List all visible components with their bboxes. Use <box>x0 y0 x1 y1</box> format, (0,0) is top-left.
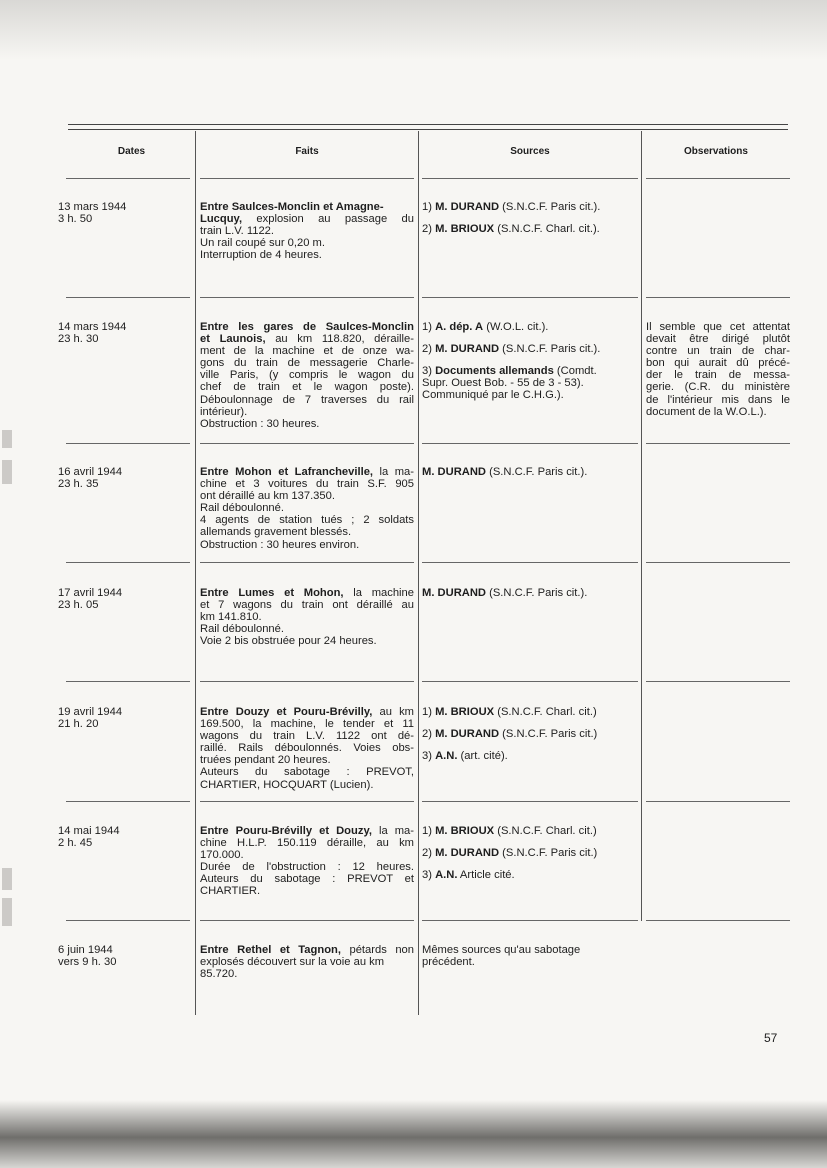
observation-line: devait être dirigé plutôt <box>646 333 790 346</box>
faits-text: ment de la machine et de onze wa- <box>200 345 414 358</box>
faits-cell <box>200 706 414 791</box>
faits-line <box>200 968 414 980</box>
faits-text: pétards non <box>340 944 414 956</box>
source-detail: (S.N.C.F. Paris cit.). <box>486 466 588 478</box>
date-cell <box>58 466 188 490</box>
table-top-rule <box>68 129 788 130</box>
observations-cell <box>646 321 790 418</box>
faits-text: la ma- <box>373 466 414 478</box>
source-name: M. DURAND <box>422 587 487 599</box>
source-item <box>422 343 644 355</box>
faits-line <box>200 706 414 718</box>
time-text: 23 h. 35 <box>58 478 99 491</box>
faits-line <box>200 213 414 225</box>
faits-cell <box>200 466 414 551</box>
faits-text: 4 agents de station tués ; 2 soldats <box>200 514 414 527</box>
faits-line <box>200 333 414 345</box>
faits-line <box>200 779 414 791</box>
column-separator <box>195 131 196 1015</box>
row-separator-rule <box>66 178 190 179</box>
row-separator-rule <box>200 801 414 802</box>
source-item <box>422 750 644 762</box>
row-separator-rule <box>422 920 638 921</box>
row-separator-rule <box>422 801 638 802</box>
faits-line <box>200 478 414 490</box>
faits-line <box>200 514 414 526</box>
faits-text: CHARTIER, HOCQUART (Lucien). <box>200 778 374 791</box>
source-detail: (W.O.L. cit.). <box>483 321 549 333</box>
faits-text: chine et 3 voitures du train S.F. 905 <box>200 478 414 491</box>
faits-line <box>200 321 414 333</box>
source-item <box>422 587 644 599</box>
faits-text: raillé. Rails déboulonnés. Voies obs- <box>200 742 414 755</box>
source-continuation: Supr. Ouest Bob. - 55 de 3 - 53). <box>422 377 584 390</box>
faits-text: Obstruction : 30 heures environ. <box>200 538 360 551</box>
source-name: M. BRIOUX <box>435 223 495 236</box>
faits-text: km 141.810. <box>200 611 262 624</box>
page-number: 57 <box>764 1031 778 1045</box>
faits-text: Obstruction : 30 heures. <box>200 417 320 430</box>
faits-line <box>200 225 414 237</box>
source-detail: (S.N.C.F. Charl. cit.) <box>494 706 597 718</box>
row-separator-rule <box>422 297 638 298</box>
faits-line <box>200 249 414 261</box>
observation-line: gerie. (C.R. du ministère <box>646 381 790 394</box>
row-separator-rule <box>646 297 790 298</box>
faits-cell <box>200 587 414 647</box>
faits-text: Voie 2 bis obstruée pour 24 heures. <box>200 635 377 648</box>
faits-line <box>200 357 414 369</box>
source-number: 2) <box>422 728 436 741</box>
date-text: 16 avril 1944 <box>58 466 123 478</box>
source-number: 3) <box>422 869 436 882</box>
faits-text: 169.500, la machine, le tender et 11 <box>200 718 414 731</box>
faits-line <box>200 944 414 956</box>
faits-text: Rail déboulonné. <box>200 623 284 636</box>
table-top-rule <box>68 124 788 125</box>
column-header-faits: Faits <box>295 146 319 157</box>
date-cell <box>58 587 188 611</box>
sources-cell <box>422 825 644 891</box>
observation-line: der le train de messa- <box>646 369 790 382</box>
column-header-sources: Sources <box>510 146 550 157</box>
faits-line <box>200 201 414 213</box>
source-number: 2) <box>422 223 436 236</box>
time-text: vers 9 h. 30 <box>58 956 117 969</box>
faits-line <box>200 466 414 478</box>
row-separator-rule <box>422 178 638 179</box>
date-cell <box>58 706 188 730</box>
faits-text: explosion au passage du <box>242 213 414 226</box>
row-separator-rule <box>200 920 414 921</box>
faits-bold: Entre Saulces-Monclin et Amagne- <box>200 201 384 213</box>
date-text: 19 avril 1944 <box>58 706 123 718</box>
faits-bold: Lucquy, <box>200 213 243 226</box>
faits-line <box>200 394 414 406</box>
row-separator-rule <box>200 681 414 682</box>
faits-text: Un rail coupé sur 0,20 m. <box>200 237 325 250</box>
faits-text: chef de train et le wagon poste). <box>200 381 414 394</box>
source-number: 3) <box>422 750 436 763</box>
sources-cell <box>422 321 644 401</box>
faits-line <box>200 861 414 873</box>
source-number: 1) <box>422 706 436 718</box>
faits-text: wagons du train L.V. 1122 ont dé- <box>200 730 414 743</box>
source-continuation: précédent. <box>422 956 475 969</box>
faits-text: au km 118.820, déraille- <box>265 333 414 346</box>
column-header-observations: Observations <box>684 146 748 157</box>
source-detail: (S.N.C.F. Charl. cit.) <box>494 825 597 837</box>
binding-mark <box>2 868 12 890</box>
source-item <box>422 223 644 235</box>
faits-line <box>200 345 414 357</box>
row-separator-rule <box>646 801 790 802</box>
source-item <box>422 321 644 333</box>
faits-bold: Entre Mohon et Lafrancheville, <box>200 466 374 478</box>
faits-text: CHARTIER. <box>200 885 261 898</box>
faits-text: la machine <box>343 587 414 599</box>
faits-bold: et Launois, <box>200 333 266 346</box>
date-text: 17 avril 1944 <box>58 587 123 599</box>
faits-line <box>200 587 414 599</box>
sources-cell <box>422 587 644 609</box>
faits-bold: Entre Pouru-Brévilly et Douzy, <box>200 825 372 837</box>
observation-line: document de la W.O.L.). <box>646 405 767 418</box>
row-separator-rule <box>646 920 790 921</box>
faits-text: ville Paris, (y compris le wagon du <box>200 369 414 382</box>
faits-cell <box>200 944 414 980</box>
row-separator-rule <box>646 443 790 444</box>
source-number: 1) <box>422 201 436 213</box>
faits-text: intérieur). <box>200 405 248 418</box>
source-detail: (Comdt. <box>553 365 597 378</box>
source-detail: Article cité. <box>457 869 515 882</box>
source-detail: (S.N.C.F. Paris cit.). <box>499 343 601 356</box>
faits-text: 170.000. <box>200 849 244 862</box>
binding-mark <box>2 430 12 448</box>
source-name: M. DURAND <box>422 466 487 478</box>
source-number: 3) <box>422 365 436 378</box>
row-separator-rule <box>66 920 190 921</box>
date-cell <box>58 944 188 968</box>
faits-text: truées pendant 20 heures. <box>200 754 331 767</box>
source-name: Documents allemands <box>435 365 554 378</box>
sources-cell <box>422 201 644 245</box>
time-text: 2 h. 45 <box>58 837 93 850</box>
source-item <box>422 466 644 478</box>
sources-cell <box>422 944 644 968</box>
faits-text: explosés découvert sur la voie au km <box>200 956 385 969</box>
faits-cell <box>200 825 414 898</box>
source-item <box>422 825 644 837</box>
faits-text: Durée de l'obstruction : 12 heures. <box>200 861 414 874</box>
source-item <box>422 706 644 718</box>
sources-cell <box>422 466 644 488</box>
faits-text: train L.V. 1122. <box>200 225 275 238</box>
observation-line: bon qui aurait dû précé- <box>646 357 790 370</box>
source-name: M. DURAND <box>435 728 500 741</box>
date-text: 14 mars 1944 <box>58 321 127 333</box>
source-number: 1) <box>422 321 436 333</box>
row-separator-rule <box>646 562 790 563</box>
row-separator-rule <box>66 297 190 298</box>
faits-text: Auteurs du sabotage : PREVOT et <box>200 873 414 886</box>
date-cell <box>58 321 188 345</box>
binding-mark <box>2 898 12 926</box>
faits-text: ont déraillé au km 137.350. <box>200 490 335 503</box>
faits-line <box>200 956 414 968</box>
faits-bold: Entre Douzy et Pouru-Brévilly, <box>200 706 373 718</box>
time-text: 23 h. 30 <box>58 333 99 346</box>
source-detail: (S.N.C.F. Paris cit.). <box>486 587 588 599</box>
faits-line <box>200 635 414 647</box>
source-detail: (S.N.C.F. Paris cit.). <box>499 201 601 213</box>
faits-bold: Entre Lumes et Mohon, <box>200 587 344 599</box>
column-separator <box>641 131 642 921</box>
row-separator-rule <box>200 562 414 563</box>
column-header-dates: Dates <box>117 146 146 157</box>
faits-text: la ma- <box>371 825 414 837</box>
row-separator-rule <box>66 443 190 444</box>
faits-text: allemands gravement blessés. <box>200 526 352 539</box>
faits-line <box>200 742 414 754</box>
faits-text: Rail déboulonné. <box>200 502 284 515</box>
source-detail: (S.N.C.F. Charl. cit.). <box>494 223 600 236</box>
faits-bold: Entre les gares de Saulces-Monclin <box>200 321 414 333</box>
source-item <box>422 869 644 881</box>
date-text: 13 mars 1944 <box>58 201 127 213</box>
source-item <box>422 944 644 956</box>
row-separator-rule <box>422 681 638 682</box>
faits-text: au km <box>372 706 414 718</box>
row-separator-rule <box>200 178 414 179</box>
column-separator <box>418 131 419 1015</box>
date-text: 14 mai 1944 <box>58 825 120 837</box>
row-separator-rule <box>422 443 638 444</box>
date-text: 6 juin 1944 <box>58 944 113 956</box>
faits-cell <box>200 201 414 261</box>
row-separator-rule <box>646 178 790 179</box>
date-cell <box>58 201 188 225</box>
source-detail: Mêmes sources qu'au sabotage <box>422 944 581 956</box>
source-name: M. DURAND <box>435 201 500 213</box>
faits-line <box>200 754 414 766</box>
faits-text: et 7 wagons du train ont déraillé au <box>200 599 414 612</box>
faits-bold: Entre Rethel et Tagnon, <box>200 944 341 956</box>
faits-line <box>200 526 414 538</box>
faits-cell <box>200 321 414 430</box>
source-detail: (art. cité). <box>457 750 508 763</box>
row-separator-rule <box>200 443 414 444</box>
source-number: 2) <box>422 847 436 860</box>
source-name: M. DURAND <box>435 847 500 860</box>
time-text: 23 h. 05 <box>58 599 99 612</box>
faits-line <box>200 837 414 849</box>
faits-line <box>200 490 414 502</box>
faits-line <box>200 766 414 778</box>
source-item <box>422 728 644 740</box>
row-separator-rule <box>66 562 190 563</box>
faits-line <box>200 381 414 393</box>
binding-mark <box>2 460 12 484</box>
faits-text: Interruption de 4 heures. <box>200 249 322 262</box>
faits-line <box>200 237 414 249</box>
faits-text: gons du train de messagerie Charle- <box>200 357 414 370</box>
source-name: A.N. <box>435 869 458 882</box>
source-name: M. BRIOUX <box>435 706 495 718</box>
faits-line <box>200 873 414 885</box>
faits-line <box>200 730 414 742</box>
observation-line: contre un train de char- <box>646 345 790 358</box>
source-number: 2) <box>422 343 436 356</box>
sources-cell <box>422 706 644 772</box>
faits-line <box>200 849 414 861</box>
faits-line <box>200 599 414 611</box>
row-separator-rule <box>200 297 414 298</box>
source-name: A.N. <box>435 750 458 763</box>
faits-text: Déboulonnage de 7 traverses du rail <box>200 393 414 406</box>
faits-line <box>200 539 414 551</box>
faits-line <box>200 885 414 897</box>
source-item <box>422 201 644 213</box>
time-text: 3 h. 50 <box>58 213 93 226</box>
faits-line <box>200 623 414 635</box>
scan-shadow-top <box>0 0 827 60</box>
faits-line <box>200 418 414 430</box>
row-separator-rule <box>646 681 790 682</box>
time-text: 21 h. 20 <box>58 718 99 731</box>
source-detail: (S.N.C.F. Paris cit.) <box>499 728 598 741</box>
source-item <box>422 365 644 377</box>
row-separator-rule <box>422 562 638 563</box>
observation-line: Il semble que cet attentat <box>646 321 790 333</box>
row-separator-rule <box>66 801 190 802</box>
source-name: A. dép. A <box>435 321 484 333</box>
source-detail: (S.N.C.F. Paris cit.) <box>499 847 598 860</box>
faits-line <box>200 718 414 730</box>
source-item <box>422 847 644 859</box>
faits-line <box>200 825 414 837</box>
source-name: M. DURAND <box>435 343 500 356</box>
faits-line <box>200 406 414 418</box>
faits-line <box>200 502 414 514</box>
faits-text: Auteurs du sabotage : PREVOT, <box>200 766 414 779</box>
faits-text: 85.720. <box>200 968 238 981</box>
source-name: M. BRIOUX <box>435 825 495 837</box>
source-number: 1) <box>422 825 436 837</box>
faits-line <box>200 369 414 381</box>
date-cell <box>58 825 188 849</box>
observation-line: de l'intérieur mis dans le <box>646 393 790 406</box>
faits-text: chine H.L.P. 150.119 déraille, au km <box>200 837 414 850</box>
row-separator-rule <box>66 681 190 682</box>
scan-shadow-bottom <box>0 1100 827 1168</box>
faits-line <box>200 611 414 623</box>
source-continuation: Communiqué par le C.H.G.). <box>422 389 564 402</box>
